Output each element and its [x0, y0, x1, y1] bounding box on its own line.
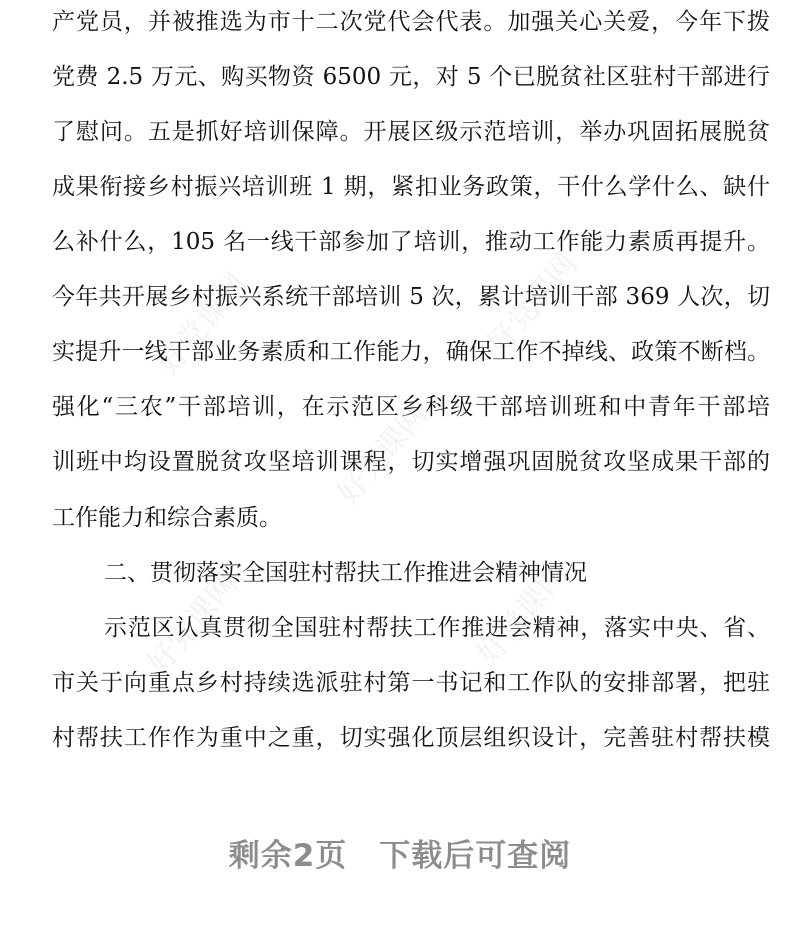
- remaining-pages-download-prompt[interactable]: 剩余2页 下载后可查阅: [228, 838, 572, 874]
- paragraph-line: 市关于向重点乡村持续选派驻村第一书记和工作队的安排部署，把驻: [52, 670, 770, 696]
- watermark: 好党课网: [480, 247, 585, 362]
- paragraph-line: 训班中均设置脱贫攻坚培训课程，切实增强巩固脱贫攻坚成果干部的: [52, 449, 770, 475]
- paragraph-line: 今年共开展乡村振兴系统干部培训 5 次，累计培训干部 369 人次，切: [52, 284, 770, 310]
- paragraph-line: 实提升一线干部业务素质和工作能力，确保工作不掉线、政策不断档。: [52, 339, 770, 365]
- paragraph-line: 成果衔接乡村振兴培训班 1 期，紧扣业务政策，干什么学什么、缺什: [52, 174, 770, 200]
- watermark: 好党课网: [470, 557, 575, 672]
- section-heading: 二、贯彻落实全国驻村帮扶工作推进会精神情况: [104, 560, 587, 586]
- paragraph-line: 了慰问。五是抓好培训保障。开展区级示范培训，举办巩固拓展脱贫: [52, 119, 770, 145]
- watermark: 好党课网: [140, 567, 245, 682]
- paragraph-line: 工作能力和综合素质。: [52, 505, 282, 531]
- paragraph-line: 村帮扶工作作为重中之重，切实强化顶层组织设计，完善驻村帮扶模: [52, 725, 770, 751]
- paragraph-line: 示范区认真贯彻全国驻村帮扶工作推进会精神，落实中央、省、: [104, 615, 770, 641]
- paragraph-line: 产党员，并被推选为市十二次党代会代表。加强关心关爱，今年下拨: [52, 9, 770, 35]
- paragraph-line: 强化“三农”干部培训，在示范区乡科级干部培训班和中青年干部培: [52, 394, 770, 420]
- paragraph-line: 党费 2.5 万元、购买物资 6500 元，对 5 个已脱贫社区驻村干部进行: [52, 64, 770, 90]
- watermark: 好党课网: [330, 397, 435, 512]
- paragraph-line: 么补什么，105 名一线干部参加了培训，推动工作能力素质再提升。: [52, 229, 770, 255]
- watermark: 好党课网: [150, 267, 255, 382]
